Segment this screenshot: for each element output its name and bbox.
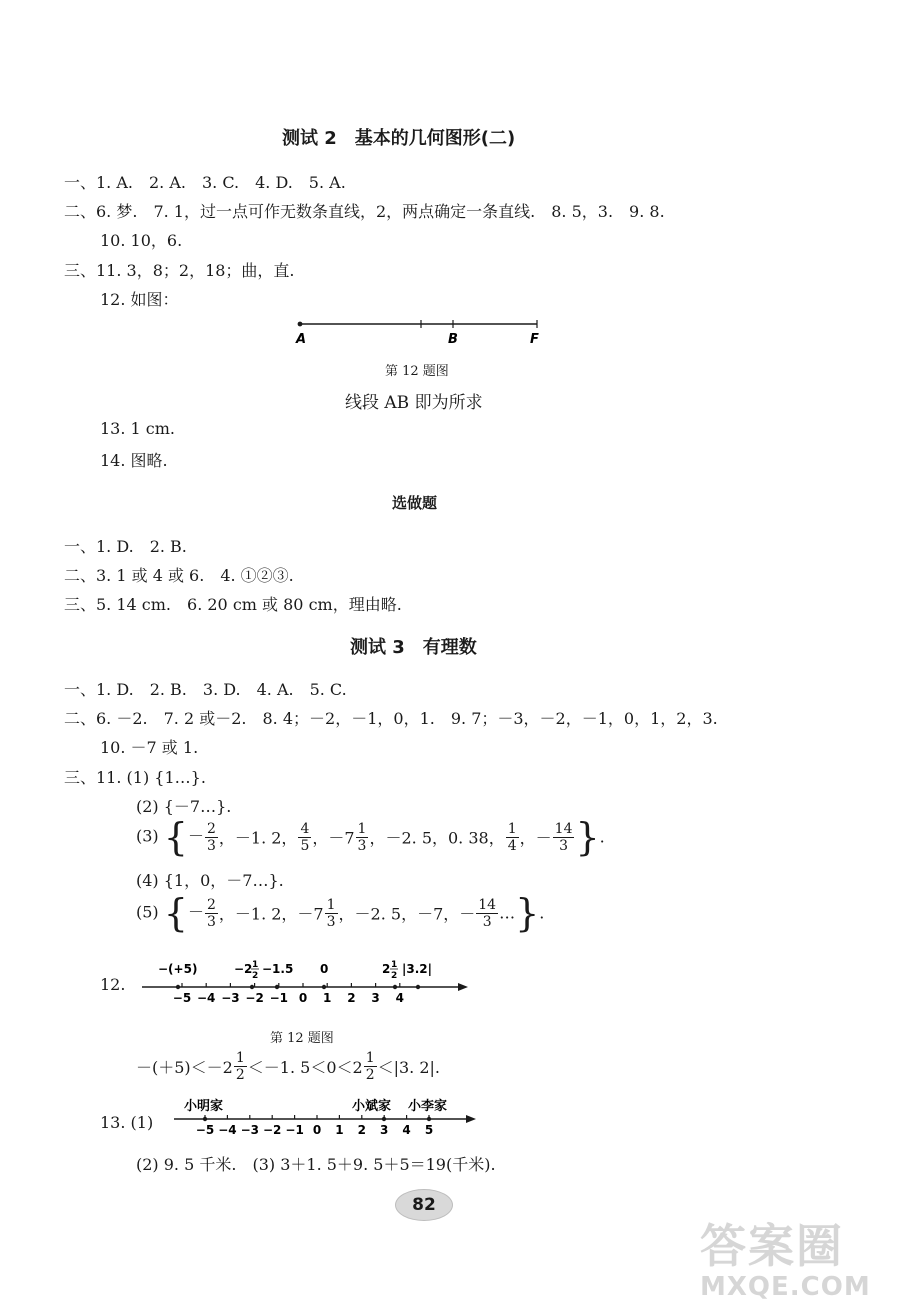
- test2-line-1: 一、1. A. 2. A. 3. C. 4. D. 5. A.: [64, 173, 346, 192]
- optional-line-2: 二、3. 1 或 4 或 6. 4. ①②③.: [64, 566, 294, 585]
- text-run: ，－1. 2，－7: [218, 904, 324, 924]
- label-zero: 0: [320, 962, 329, 976]
- point-a: [298, 322, 303, 327]
- optional-line-1: 一、1. D. 2. B.: [64, 537, 187, 556]
- tick-label: 2: [347, 991, 356, 1005]
- text-run: ，－1. 2，: [218, 828, 298, 848]
- right-brace: }: [575, 815, 600, 859]
- fraction: [234, 1050, 247, 1083]
- tick-label: −4: [196, 991, 216, 1005]
- text-run: －(＋5)＜－2: [136, 1058, 233, 1077]
- q13-num: [100, 1113, 153, 1132]
- fraction: [205, 897, 218, 930]
- label-neg-2-half: −2: [234, 962, 253, 976]
- denominator: 5: [300, 837, 310, 854]
- tick-label: 2: [357, 1123, 366, 1137]
- tick-label: −5: [172, 991, 192, 1005]
- left-brace: {: [163, 891, 188, 935]
- tick-label: −5: [195, 1123, 215, 1137]
- text-run: ，－: [519, 828, 552, 848]
- test3-line-6: (4) {1，0，－7…}.: [136, 871, 284, 890]
- test2-line-14: 14. 图略.: [100, 451, 168, 470]
- test3-line-1: 一、1. D. 2. B. 3. D. 4. A. 5. C.: [64, 680, 347, 699]
- numerator: 4: [300, 820, 310, 837]
- point-2-5: [393, 985, 397, 989]
- point-neg-5: [176, 985, 180, 989]
- q11-3-neg: －: [187, 826, 204, 846]
- text-run: ，－2. 5，0. 38，: [369, 828, 505, 848]
- denominator: 3: [206, 837, 216, 854]
- point-xiaoming: [203, 1117, 207, 1121]
- test2-line-2: 二、6. 梦. 7. 1，过一点可作无数条直线，2，两点确定一条直线. 8. 5，3. 9. 8.: [64, 202, 665, 221]
- tick-label: −1: [285, 1123, 304, 1137]
- label-2-half-num: 1: [391, 960, 398, 970]
- q13-answer2: (2) 9. 5 千米. (3) 3＋1. 5＋9. 5＋5＝19(千米).: [136, 1155, 496, 1174]
- fig12-caption: 第 12 题图: [385, 364, 449, 379]
- test3-line-4: 三、11. (1) {1…}.: [64, 768, 206, 787]
- tick-label: −2: [245, 991, 264, 1005]
- tick-label: 4: [395, 991, 404, 1005]
- test3-title: 测试 3 有理数: [350, 637, 477, 658]
- text-run: ＜－1. 5＜0＜2: [247, 1058, 363, 1077]
- denominator: 4: [507, 837, 517, 854]
- test2-line-3: 10. 10，6.: [100, 231, 183, 250]
- right-brace: }: [515, 891, 540, 935]
- number-line-13: [170, 1094, 480, 1144]
- tick-label: −2: [262, 1123, 282, 1137]
- numerator: 1: [365, 1050, 375, 1066]
- fraction: [298, 821, 311, 854]
- test3-line-3: 10. －7 或 1.: [100, 738, 199, 757]
- denominator: 3: [559, 837, 569, 854]
- watermark-bottom: MXQE.COM: [700, 1272, 871, 1302]
- label-b: B: [448, 332, 458, 347]
- test3-line-5: (2) {－7…}.: [136, 797, 232, 816]
- q13-label: (1): [130, 1113, 154, 1132]
- point-3-2: [416, 985, 420, 989]
- page-number-badge: [395, 1189, 453, 1221]
- numerator: 1: [326, 896, 336, 913]
- text-run: ，－7: [312, 828, 355, 848]
- tick-group: [173, 983, 404, 1005]
- label-neg-plus5: −(+5): [158, 962, 198, 976]
- arrow-icon: [458, 983, 468, 991]
- denominator: 3: [326, 913, 336, 930]
- tick-label: −3: [240, 1123, 260, 1137]
- tick-label: −3: [221, 991, 240, 1005]
- test2-title: 测试 2 基本的几何图形(二): [282, 128, 516, 149]
- tick-label: 4: [402, 1123, 411, 1137]
- label-2-half-den: 2: [391, 971, 398, 981]
- fraction: [553, 821, 575, 854]
- q12-order: [136, 1050, 440, 1083]
- test3-line-2: 二、6. －2. 7. 2 或－2. 8. 4；－2，－1，0，1. 9. 7；－3，－2，－1，0，1，2，3.: [64, 709, 718, 728]
- denominator: 2: [365, 1067, 375, 1083]
- label-neg-1-5: −1.5: [262, 962, 294, 976]
- fraction: [356, 821, 369, 854]
- numerator: 1: [507, 820, 517, 837]
- point-neg-1-5: [275, 985, 279, 989]
- q11-5-label: (5): [136, 902, 159, 922]
- numerator: 2: [206, 896, 216, 913]
- fraction: [476, 897, 498, 930]
- watermark-logo: [700, 1210, 890, 1302]
- denominator: 3: [357, 837, 367, 854]
- text-run: .: [539, 903, 545, 923]
- tick-label: 1: [335, 1123, 344, 1137]
- point-xiaobin: [382, 1117, 386, 1121]
- tick-label: 5: [424, 1123, 434, 1137]
- label-abs-3-2: |3.2|: [402, 962, 433, 976]
- test2-line-4: 三、11. 3，8；2，18；曲，直.: [64, 261, 295, 280]
- numerator: 14: [478, 896, 497, 913]
- tick-label: 3: [371, 991, 380, 1005]
- q12-caption: 第 12 题图: [270, 1031, 334, 1046]
- text-run: …: [499, 903, 516, 923]
- optional-line-3: 三、5. 14 cm. 6. 20 cm 或 80 cm，理由略.: [64, 595, 402, 614]
- point-zero: [322, 985, 326, 989]
- tick-label: −1: [269, 991, 289, 1005]
- denominator: 3: [482, 913, 492, 930]
- test2-line-5: 12. 如图：: [100, 290, 179, 309]
- tick-label: −4: [218, 1123, 237, 1137]
- label-a: A: [296, 332, 307, 347]
- label-neg-2-half-num: 1: [252, 960, 259, 970]
- tick-label: 0: [312, 1123, 322, 1137]
- arrow-icon: [466, 1115, 476, 1123]
- fig12-note: 线段 AB 即为所求: [345, 393, 483, 413]
- numerator: 1: [357, 820, 367, 837]
- q12-num: 12.: [100, 975, 126, 994]
- q11-3: [136, 815, 605, 859]
- text-run: ＜|3. 2|.: [377, 1058, 441, 1077]
- label-f: F: [530, 332, 539, 347]
- fraction: [506, 821, 519, 854]
- denominator: 2: [235, 1067, 245, 1083]
- page-number: 82: [412, 1195, 436, 1215]
- left-brace: {: [163, 815, 188, 859]
- fraction: [325, 897, 338, 930]
- denominator: 3: [206, 913, 216, 930]
- tick-label: 0: [298, 991, 308, 1005]
- q11-5-neg: －: [187, 902, 204, 922]
- numerator: 2: [206, 820, 216, 837]
- q11-5: [136, 891, 545, 935]
- tick-label: 3: [380, 1123, 389, 1137]
- fraction: [364, 1050, 377, 1083]
- tick-label: 1: [323, 991, 332, 1005]
- label-neg-2-half-den: 2: [252, 971, 259, 981]
- watermark-top: 答案圈: [700, 1219, 844, 1273]
- label-2-half: 2: [382, 962, 391, 976]
- number-line-12: [138, 955, 472, 1011]
- segment-figure: [290, 315, 550, 349]
- q11-3-label: (3): [136, 826, 159, 846]
- text-run: .: [599, 827, 605, 847]
- numerator: 14: [554, 820, 573, 837]
- numerator: 1: [235, 1050, 245, 1066]
- text-run: ，－2. 5，－7，－: [338, 904, 476, 924]
- fraction: [205, 821, 218, 854]
- label-xiaoming: 小明家: [184, 1099, 224, 1114]
- test2-line-13: 13. 1 cm.: [100, 419, 176, 438]
- label-xiaobin: 小斌家: [352, 1099, 392, 1114]
- optional-title: 选做题: [392, 494, 438, 512]
- point-xiaoli: [427, 1117, 431, 1121]
- point-neg-2-5: [250, 985, 254, 989]
- q13-number: 13.: [100, 1113, 126, 1132]
- label-xiaoli: 小李家: [408, 1099, 448, 1114]
